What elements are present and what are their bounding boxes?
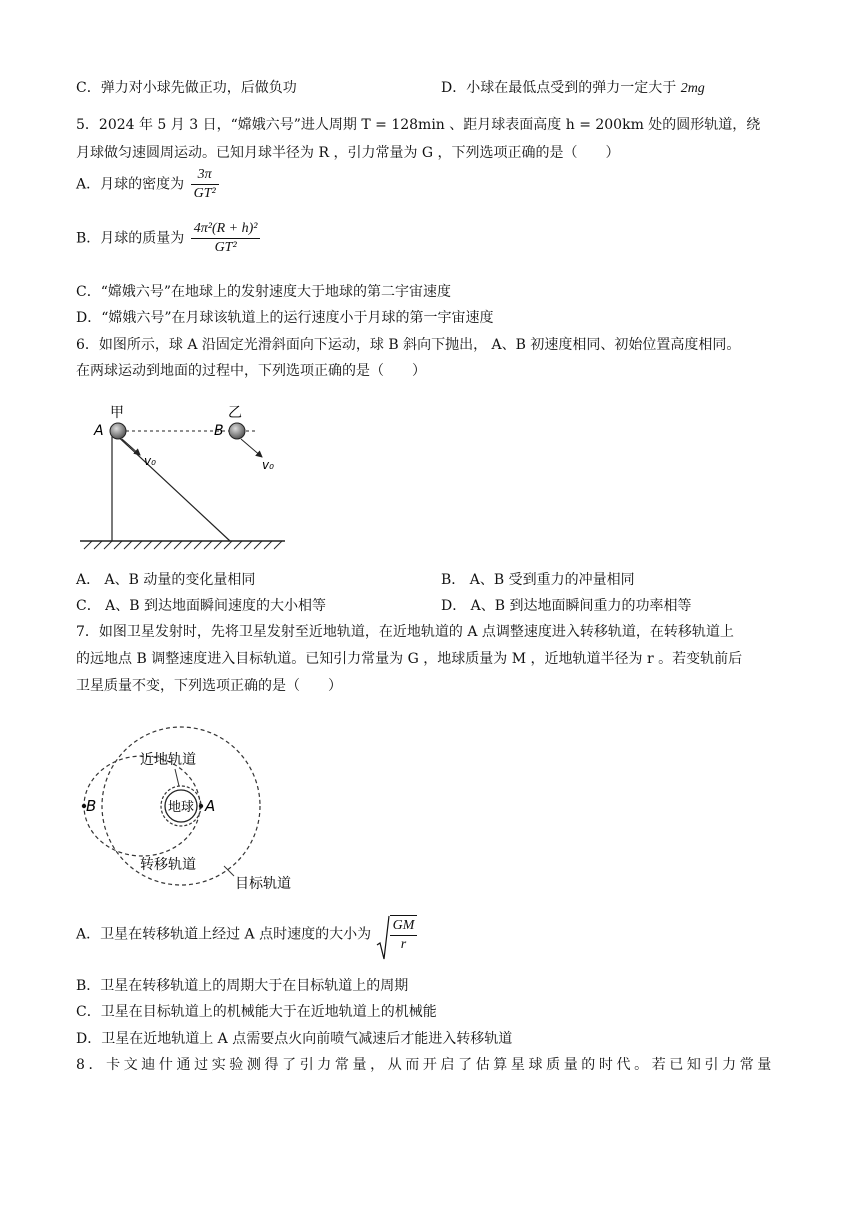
q5-option-d: D．“嫦娥六号”在月球该轨道上的运行速度小于月球的第一宇宙速度 [76,310,494,326]
q6-option-c: C． A、B 到达地面瞬间速度的大小相等 [76,598,327,614]
q7-option-d: D．卫星在近地轨道上 A 点需要点火向前喷气减速后才能进入转移轨道 [76,1031,513,1047]
q7-label-target-orbit: 目标轨道 [235,876,291,892]
q7-option-a-text: A．卫星在转移轨道上经过 A 点时速度的大小为 [76,926,372,943]
q6-ball-a [110,423,126,439]
q7-label-a: A [205,797,216,815]
q6-label-jia: 甲 [110,405,124,421]
fraction-numerator: 3π [191,166,219,185]
q7-label-transfer-orbit: 转移轨道 [140,857,196,873]
q5-option-a-fraction [191,166,219,203]
q7-label-b: B [86,797,97,815]
q7-point-a [199,804,203,808]
q7-option-a-fraction [390,915,418,954]
q7-label-near-orbit: 近地轨道 [140,752,196,768]
q5-option-b-fraction [191,220,261,257]
q7-figure [80,725,320,895]
q7-label-earth: 地球 [167,800,195,815]
q6-incline-slope [112,431,230,541]
q6-velocity-arrow-b [241,439,262,457]
fraction-numerator: 4π²(R + h)² [191,220,261,239]
q6-ground-hatching [84,541,282,549]
q6-label-b: B [214,423,224,439]
q6-option-a: A． A、B 动量的变化量相同 [76,572,256,588]
q6-label-a: A [94,423,104,439]
q7-option-c: C．卫星在目标轨道上的机械能大于在近地轨道上的机械能 [76,1004,437,1020]
q5-option-a-text: A．月球的密度为 [76,176,185,193]
fraction-denominator: r [400,937,407,952]
q4-option-d [441,78,705,99]
q6-stem-line2: 在两球运动到地面的过程中，下列选项正确的是（ ） [76,363,426,379]
q6-option-d: D． A、B 到达地面瞬间重力的功率相等 [441,598,692,614]
q4-option-d-text: D．小球在最低点受到的弹力一定大于 [441,80,681,96]
q7-stem-line1: 7．如图卫星发射时，先将卫星发射至近地轨道，在近地轨道的 A 点调整速度进入转移轨道，在转移轨道上 [76,624,734,640]
q6-label-yi: 乙 [228,405,242,421]
q5-stem-line1: 5．2024 年 5 月 3 日，“嫦娥六号”进人周期 T = 128min 、距月球表面高度 h = 200km 处的圆形轨道，绕 [76,117,761,133]
q6-stem-line1: 6．如图所示，球 A 沿固定光滑斜面向下运动，球 B 斜向下抛出， A、B 初速度相同、初始位置高度相同。 [76,337,741,353]
q5-option-a [76,166,221,203]
q7-target-orbit-leader [224,866,234,876]
q5-option-b-text: B．月球的质量为 [76,230,185,247]
q5-option-c: C．“嫦娥六号”在地球上的发射速度大于地球的第二宇宙速度 [76,284,452,300]
q7-near-orbit-leader [175,769,179,786]
q7-option-b: B．卫星在转移轨道上的周期大于在目标轨道上的周期 [76,978,409,994]
q6-ball-b [229,423,245,439]
q7-stem-line2: 的远地点 B 调整速度进入目标轨道。已知引力常量为 G ，地球质量为 M ，近地轨道半径为 r 。若变轨前后 [76,651,743,667]
radical-icon [376,915,390,961]
q6-label-v0-a: v₀ [144,454,156,468]
q8-stem-line1: 8．卡文迪什通过实验测得了引力常量，从而开启了估算星球质量的时代。若已知引力常量 [76,1057,775,1073]
q6-figure [80,395,300,555]
q4-option-d-math: 2mg [680,81,705,96]
q6-option-b: B． A、B 受到重力的冲量相同 [441,572,635,588]
q6-velocity-arrow-a [122,439,140,455]
q7-option-a-sqrt [376,915,420,954]
q7-option-a [76,915,419,954]
q5-stem-line2: 月球做匀速圆周运动。已知月球半径为 R ，引力常量为 G ，下列选项正确的是（ ） [76,145,620,161]
fraction-denominator: GT² [193,186,216,201]
fraction-denominator: GT² [214,240,237,255]
q7-stem-line3: 卫星质量不变，下列选项正确的是（ ） [76,678,342,694]
q6-label-v0-b: v₀ [262,458,274,472]
q5-option-b [76,220,262,257]
q4-option-c: C．弹力对小球先做正功，后做负功 [76,80,297,96]
fraction-numerator: GM [390,917,418,936]
